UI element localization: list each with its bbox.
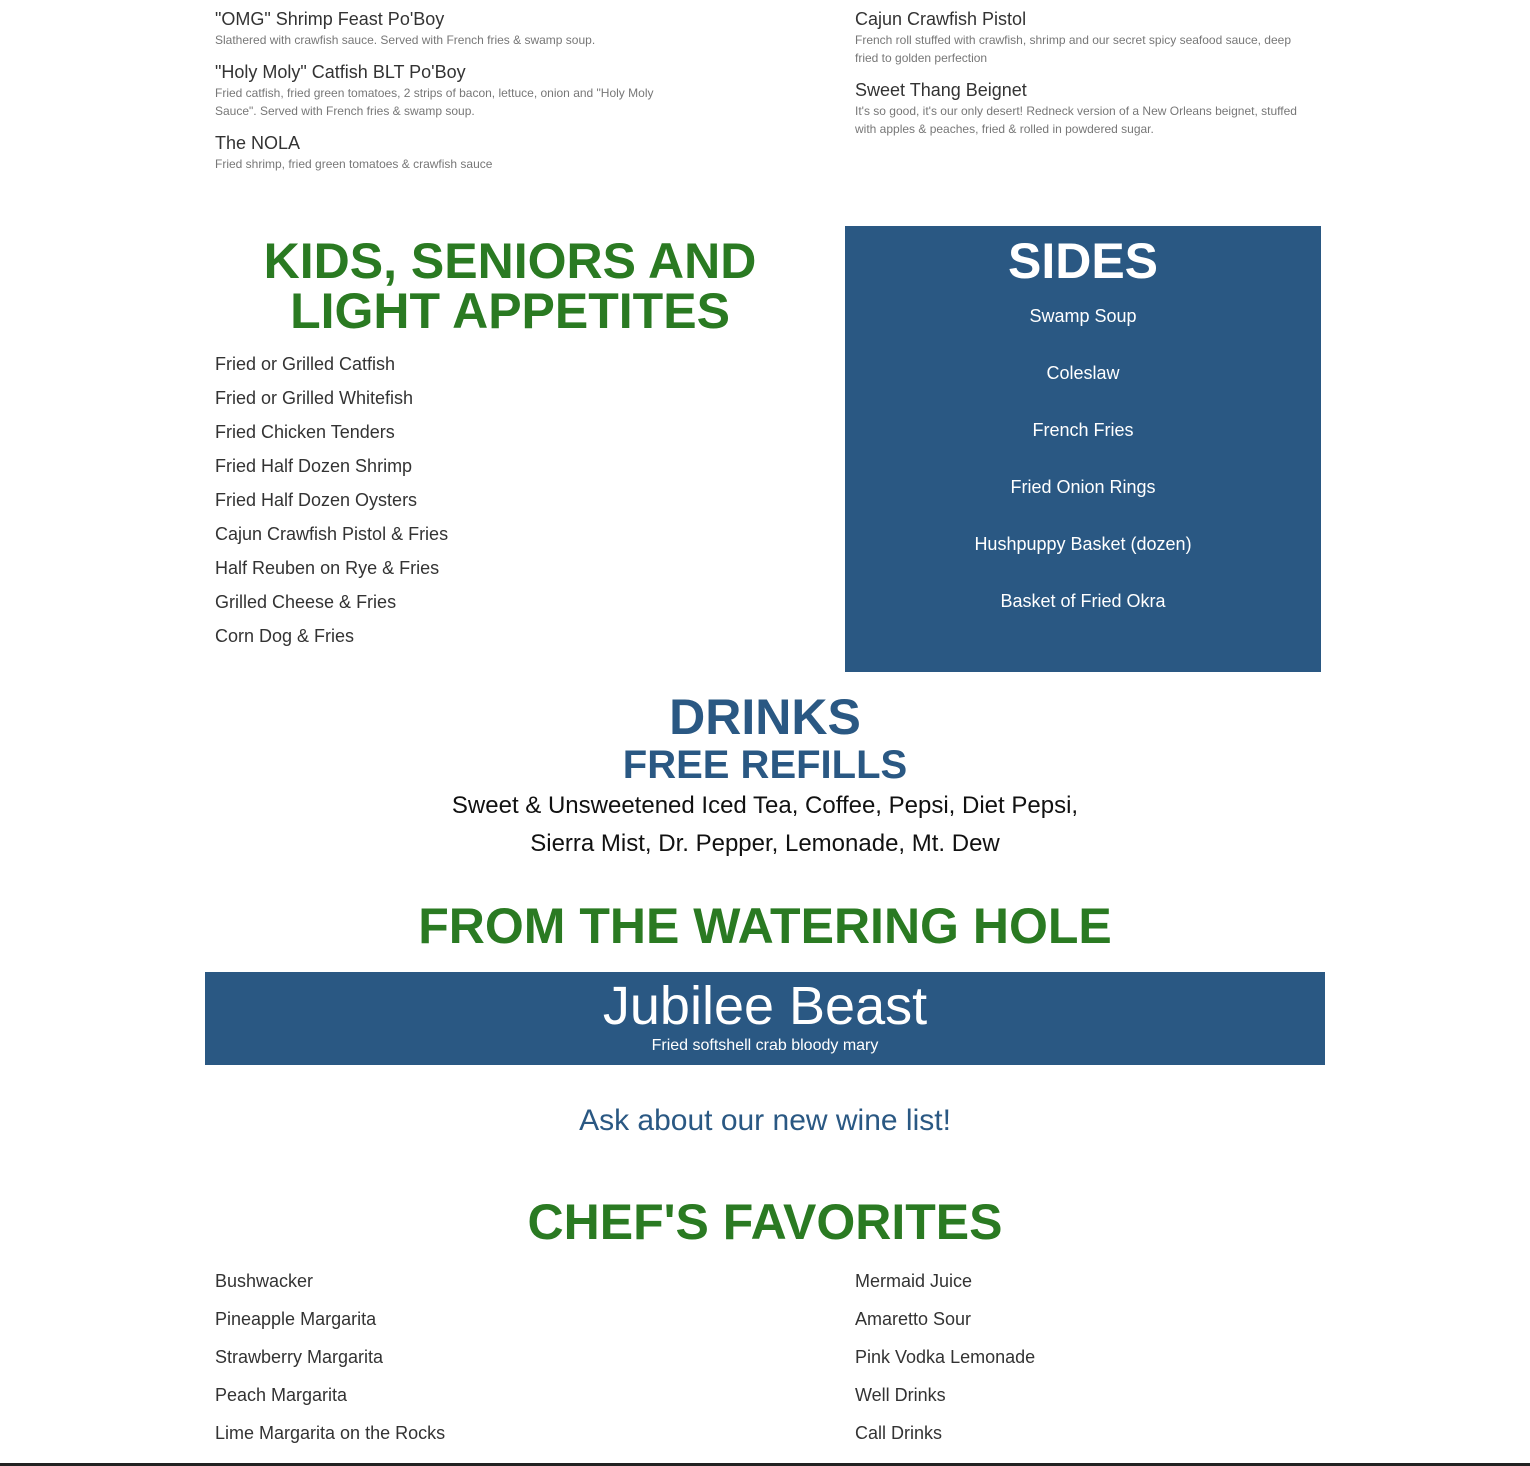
- menu-item-name: Sweet Thang Beignet: [855, 80, 1027, 100]
- featured-drink-description: Fried softshell crab bloody mary: [651, 1037, 879, 1054]
- list-item: Corn Dog & Fries: [215, 626, 355, 646]
- list-item: Strawberry Margarita: [215, 1347, 384, 1367]
- chefs-favorites-right-list: [855, 1262, 1035, 1452]
- list-item: Lime Margarita on the Rocks: [215, 1423, 446, 1443]
- list-item: Call Drinks: [855, 1423, 943, 1443]
- list-item: Mermaid Juice: [855, 1271, 973, 1291]
- menu-item: [215, 8, 675, 49]
- list-item: Fried Chicken Tenders: [215, 422, 395, 442]
- list-item: Fried Onion Rings: [1010, 477, 1156, 497]
- wine-list-note: Ask about our new wine list!: [579, 1104, 951, 1137]
- list-item: Coleslaw: [1046, 363, 1120, 383]
- menu-item: [215, 132, 675, 173]
- kids-title-line-2: LIGHT APPETITES: [290, 283, 730, 339]
- menu-item-name: Cajun Crawfish Pistol: [855, 9, 1027, 29]
- menu-item: [855, 8, 1305, 67]
- menu-item: [215, 61, 675, 120]
- poboy-column-right: [855, 8, 1305, 150]
- featured-drink-name: Jubilee Beast: [602, 976, 928, 1036]
- drinks-title: DRINKS: [669, 689, 861, 745]
- watering-hole-title: FROM THE WATERING HOLE: [418, 898, 1112, 954]
- list-item: Fried Half Dozen Shrimp: [215, 456, 413, 476]
- menu-item-name: "OMG" Shrimp Feast Po'Boy: [215, 9, 445, 29]
- menu-item-description: French roll stuffed with crawfish, shrimp and our secret spicy seafood sauce, deep fried to golden perfection: [855, 33, 1291, 65]
- list-item: Amaretto Sour: [855, 1309, 972, 1329]
- list-item: French Fries: [1032, 420, 1134, 440]
- featured-drink-banner: [205, 972, 1325, 1065]
- list-item: Fried or Grilled Whitefish: [215, 388, 414, 408]
- free-refills-title: FREE REFILLS: [622, 743, 908, 787]
- drinks-line-2: Sierra Mist, Dr. Pepper, Lemonade, Mt. Dew: [530, 830, 1000, 857]
- list-item: Basket of Fried Okra: [1000, 591, 1166, 611]
- chefs-favorites-left-list: [215, 1262, 445, 1452]
- list-item: Fried or Grilled Catfish: [215, 354, 396, 374]
- kids-menu-list: [215, 347, 448, 653]
- menu-item-description: Fried catfish, fried green tomatoes, 2 strips of bacon, lettuce, onion and "Holy Moly Sauce". Served with French fries & swamp soup.: [215, 86, 654, 118]
- drinks-line-1: Sweet & Unsweetened Iced Tea, Coffee, Pepsi, Diet Pepsi,: [451, 792, 1079, 819]
- chefs-favorites-title: CHEF'S FAVORITES: [527, 1194, 1003, 1250]
- kids-section-title: [215, 233, 805, 339]
- list-item: Half Reuben on Rye & Fries: [215, 558, 440, 578]
- menu-item-description: Fried shrimp, fried green tomatoes & crawfish sauce: [215, 157, 493, 171]
- menu-item-description: It's so good, it's our only desert! Redneck version of a New Orleans beignet, stuffed with apples & peaches, fried & rolled in powdered sugar.: [855, 104, 1297, 136]
- poboy-column-left: [215, 8, 675, 185]
- menu-item-name: The NOLA: [215, 133, 301, 153]
- list-item: Well Drinks: [855, 1385, 946, 1405]
- list-item: Peach Margarita: [215, 1385, 348, 1405]
- list-item: Cajun Crawfish Pistol & Fries: [215, 524, 449, 544]
- kids-title-line-1: KIDS, SENIORS AND: [263, 233, 757, 289]
- list-item: Pineapple Margarita: [215, 1309, 377, 1329]
- list-item: Hushpuppy Basket (dozen): [974, 534, 1192, 554]
- list-item: Bushwacker: [215, 1271, 314, 1291]
- menu-item: [855, 79, 1305, 138]
- drinks-description: [440, 787, 1090, 863]
- sides-panel: [845, 226, 1321, 672]
- list-item: Swamp Soup: [1029, 306, 1137, 326]
- menu-item-name: "Holy Moly" Catfish BLT Po'Boy: [215, 62, 466, 82]
- sides-list: [845, 305, 1321, 647]
- menu-item-description: Slathered with crawfish sauce. Served with French fries & swamp soup.: [215, 33, 596, 47]
- list-item: Pink Vodka Lemonade: [855, 1347, 1036, 1367]
- list-item: Fried Half Dozen Oysters: [215, 490, 418, 510]
- list-item: Grilled Cheese & Fries: [215, 592, 397, 612]
- sides-title: SIDES: [1007, 233, 1159, 289]
